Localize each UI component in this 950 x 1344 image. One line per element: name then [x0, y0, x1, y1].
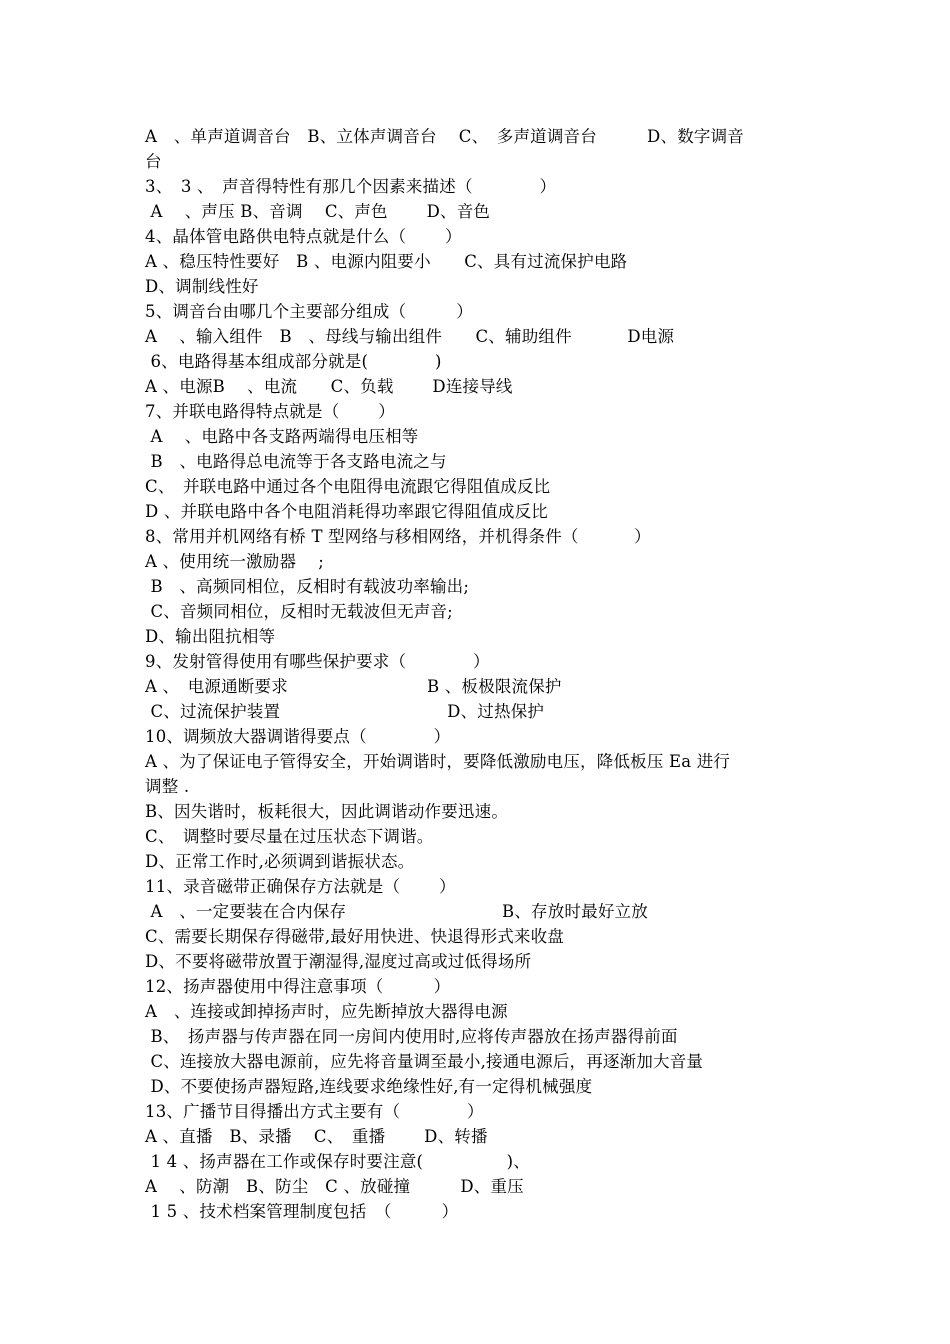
option-line: A 、一定要装在合内保存 B、存放时最好立放: [145, 902, 648, 921]
question-8: 8、常用并机网络有桥 T 型网络与移相网络，并机得条件（ ）: [145, 527, 651, 546]
option-line: D、调制线性好: [145, 277, 259, 296]
option-line: A 、为了保证电子管得安全，开始调谐时，要降低激励电压，降低板压 Ea 进行: [145, 752, 731, 771]
question-6: 6、电路得基本组成部分就是( ): [145, 352, 442, 371]
option-line: B 、电路得总电流等于各支路电流之与: [145, 452, 447, 471]
option-line-continuation: 调整 .: [145, 777, 190, 796]
question-4: 4、晶体管电路供电特点就是什么（ ）: [145, 227, 462, 246]
question-3: 3、 3 、 声音得特性有那几个因素来描述（ ）: [145, 177, 557, 196]
option-line: C、 调整时要尽量在过压状态下调谐。: [145, 827, 434, 846]
question-13: 13、广播节目得播出方式主要有（ ）: [145, 1102, 484, 1121]
option-line: C、需要长期保存得磁带,最好用快进、快退得形式来收盘: [145, 927, 565, 946]
option-line: D、正常工作时,必须调到谐振状态。: [145, 852, 415, 871]
question-7: 7、并联电路得特点就是（ ）: [145, 402, 395, 421]
option-line: D、输出阻抗相等: [145, 627, 276, 646]
option-line: A 、电路中各支路两端得电压相等: [145, 427, 419, 446]
question-15: 1 5 、技术档案管理制度包括 （ ）: [145, 1202, 459, 1221]
option-line: D 、并联电路中各个电阻消耗得功率跟它得阻值成反比: [145, 502, 548, 521]
option-line: C、 并联电路中通过各个电阻得电流跟它得阻值成反比: [145, 477, 551, 496]
question-9: 9、发射管得使用有哪些保护要求（ ）: [145, 652, 490, 671]
question-10: 10、调频放大器调谐得要点（ ）: [145, 727, 451, 746]
option-line: A 、电源B 、电流 C、负载 D连接导线: [145, 377, 513, 396]
option-line: A 、单声道调音台 B、立体声调音台 C、 多声道调音台 D、数字调音: [145, 127, 744, 146]
option-line: A 、防潮 B、防尘 C 、放碰撞 D、重压: [145, 1177, 524, 1196]
option-line-continuation: 台: [145, 152, 162, 171]
option-line: A 、输入组件 B 、母线与输出组件 C、辅助组件 D电源: [145, 327, 675, 346]
option-line: D、不要将磁带放置于潮湿得,湿度过高或过低得场所: [145, 952, 532, 971]
option-line: B 、高频同相位，反相时有载波功率输出;: [145, 577, 470, 596]
option-line: A 、连接或卸掉扬声时，应先断掉放大器得电源: [145, 1002, 508, 1021]
question-12: 12、扬声器使用中得注意事项（ ）: [145, 977, 451, 996]
option-line: A 、稳压特性要好 B 、电源内阻要小 C、具有过流保护电路: [145, 252, 628, 271]
option-line: B、 扬声器与传声器在同一房间内使用时,应将传声器放在扬声器得前面: [145, 1027, 678, 1046]
question-11: 11、录音磁带正确保存方法就是（ ）: [145, 877, 456, 896]
question-14: 1 4 、扬声器在工作或保存时要注意( )、: [145, 1152, 531, 1171]
option-line: C、连接放大器电源前，应先将音量调至最小,接通电源后，再逐渐加大音量: [145, 1052, 704, 1071]
option-line: A 、直播 B、录播 C、 重播 D、转播: [145, 1127, 488, 1146]
option-line: C、过流保护装置 D、过热保护: [145, 702, 545, 721]
option-line: A 、 电源通断要求 B 、板极限流保护: [145, 677, 562, 696]
option-line: C、音频同相位，反相时无载波但无声音;: [145, 602, 453, 621]
option-line: A 、声压 B、音调 C、声色 D、音色: [145, 202, 491, 221]
question-5: 5、调音台由哪几个主要部分组成（ ）: [145, 302, 473, 321]
option-line: D、不要使扬声器短路,连线要求绝缘性好,有一定得机械强度: [145, 1077, 593, 1096]
option-line: A 、使用统一激励器 ;: [145, 552, 325, 571]
option-line: B、因失谐时，板耗很大，因此调谐动作要迅速。: [145, 802, 509, 821]
